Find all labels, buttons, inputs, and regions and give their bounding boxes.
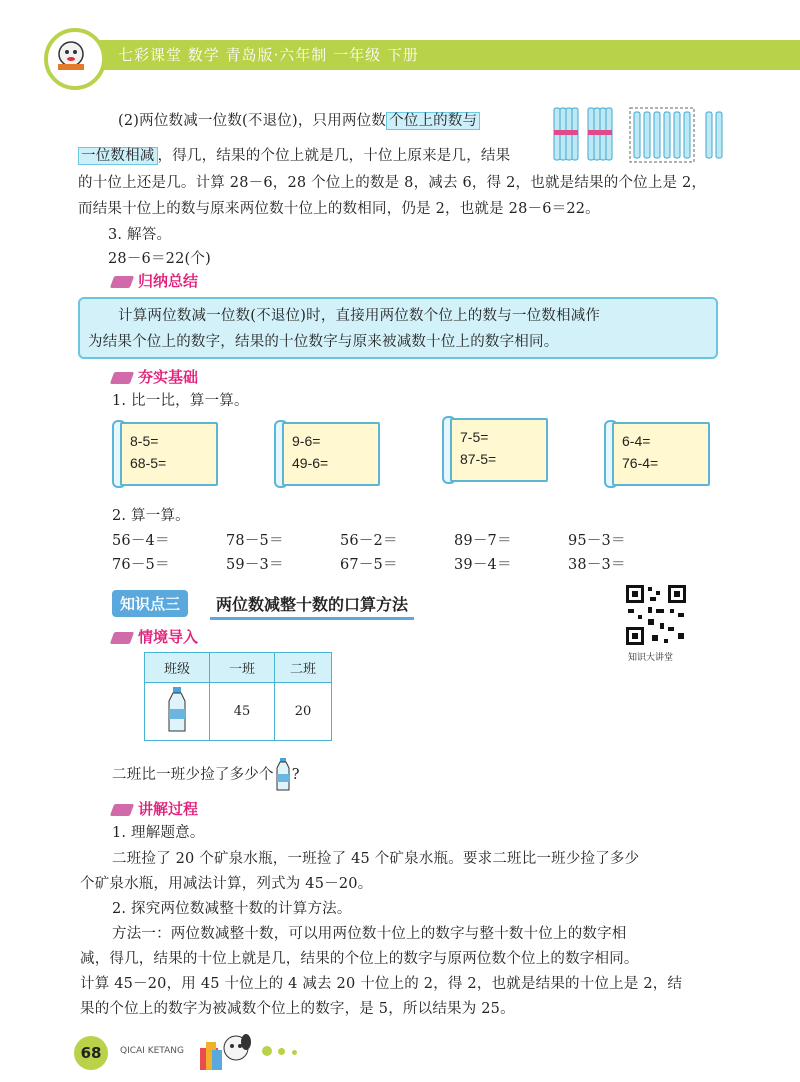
bottle-cell	[145, 683, 210, 741]
question-mark: ?	[291, 767, 300, 783]
summary-box	[78, 297, 718, 359]
qr-code-icon[interactable]	[624, 583, 688, 647]
scroll-body	[120, 422, 218, 486]
card-expr: 9-6=	[292, 433, 321, 449]
method-line-4: 果的个位上的数字为被减数个位上的数字，是 5，所以结果为 25。	[80, 1001, 515, 1017]
explain-heading	[112, 798, 198, 819]
counting-sticks-illustration	[550, 104, 730, 164]
intro-line-3: 的十位上还是几。计算 28－6，28 个位上的数是 8，减去 6，得 2，也就是结果的个位上是 2，	[78, 175, 707, 191]
summary-heading-text: 归纳总结	[138, 272, 199, 290]
book-icon	[110, 804, 134, 816]
book-icon	[110, 372, 134, 384]
book-icon	[110, 276, 134, 288]
knowledge-badge: 知识点三	[112, 590, 188, 617]
practice-heading	[112, 366, 198, 387]
calc-row-1	[112, 528, 682, 554]
table-header: 二班	[275, 653, 332, 683]
calc-item: 67－5＝	[340, 557, 398, 573]
summary-text-2: 为结果个位上的数字，结果的十位数字与原来被减数十位上的数字相同。	[88, 334, 559, 350]
scenario-table	[144, 652, 332, 741]
calc-item: 39－4＝	[454, 557, 512, 573]
scenario-heading	[112, 626, 198, 647]
mascot-icon	[196, 1028, 256, 1072]
table-cell-class2: 20	[275, 683, 332, 741]
bottle-icon	[274, 758, 292, 792]
intro-line-2	[78, 143, 510, 169]
table-cell-class1: 45	[210, 683, 275, 741]
scenario-heading-text: 情境导入	[138, 628, 199, 646]
calc-row-2	[112, 552, 682, 578]
method-line-2: 减，得几，结果的十位上就是几，结果的个位上的数字与原两位数个位上的数字相同。	[80, 951, 639, 967]
card-expr: 68-5=	[130, 455, 167, 471]
explain-para-1a: 二班捡了 20 个矿泉水瓶，一班捡了 45 个矿泉水瓶。要求二班比一班少捡了多少	[112, 851, 640, 867]
highlight-text: 个位上的数与	[386, 112, 480, 130]
intro-line-1	[118, 108, 480, 134]
page-number: 68	[74, 1036, 108, 1070]
intro-line-4: 而结果十位上的数与原来两位数十位上的数相同，仍是 2，也就是 28－6＝22。	[78, 201, 600, 217]
intro-line-6: 28－6＝22(个)	[108, 251, 211, 267]
calc-item: 89－7＝	[454, 533, 512, 549]
calc-item: 38－3＝	[568, 557, 626, 573]
card-expr: 87-5=	[460, 451, 497, 467]
intro-text: ，得几，结果的个位上就是几，十位上原来是几，结果	[157, 148, 511, 164]
knowledge-title: 两位数减整十数的口算方法	[210, 590, 414, 620]
explain-step-1: 1. 理解题意。	[112, 825, 205, 841]
method-line-1: 方法一：两位数减整十数，可以用两位数十位上的数字与整十数十位上的数字相	[112, 926, 627, 942]
summary-heading	[112, 270, 198, 291]
card-expr: 6-4=	[622, 433, 651, 449]
calc-item: 78－5＝	[226, 533, 284, 549]
intro-text: (2)两位数减一位数(不退位)，只用两位数	[118, 113, 387, 129]
practice-q2: 2. 算一算。	[112, 508, 190, 524]
practice-q1: 1. 比一比，算一算。	[112, 393, 249, 409]
card-expr: 76-4=	[622, 455, 659, 471]
table-header: 班级	[145, 653, 210, 683]
summary-text-1: 计算两位数减一位数(不退位)时，直接用两位数个位上的数与一位数相减作	[118, 308, 601, 324]
explain-heading-text: 讲解过程	[138, 800, 199, 818]
header-title: 七彩课堂 数学 青岛版·六年制 一年级 下册	[118, 46, 419, 64]
explain-step-2: 2. 探究两位数减整十数的计算方法。	[112, 901, 352, 917]
decor-dot	[292, 1050, 297, 1055]
question-text: 二班比一班少捡了多少个	[112, 767, 274, 783]
practice-heading-text: 夯实基础	[138, 368, 199, 386]
scenario-question	[112, 758, 300, 792]
table-header: 一班	[210, 653, 275, 683]
highlight-text: 一位数相减	[78, 147, 158, 165]
logo-icon	[44, 28, 106, 90]
card-expr: 8-5=	[130, 433, 159, 449]
decor-dot	[262, 1046, 272, 1056]
card-expr: 7-5=	[460, 429, 489, 445]
scroll-body	[612, 422, 710, 486]
calc-item: 56－4＝	[112, 533, 170, 549]
footer-brand: QICAI KETANG	[120, 1046, 184, 1056]
bottle-icon	[165, 687, 189, 733]
method-line-3: 计算 45－20，用 45 十位上的 4 减去 20 十位上的 2，得 2，也就是结果的十位上是 2，结	[80, 976, 683, 992]
decor-dot	[278, 1048, 285, 1055]
scroll-body	[450, 418, 548, 482]
book-icon	[110, 632, 134, 644]
scroll-body	[282, 422, 380, 486]
qr-caption: 知识大讲堂	[628, 653, 674, 663]
calc-item: 95－3＝	[568, 533, 626, 549]
explain-para-1b: 个矿泉水瓶，用减法计算，列式为 45－20。	[80, 876, 373, 892]
calc-item: 76－5＝	[112, 557, 170, 573]
calc-item: 56－2＝	[340, 533, 398, 549]
intro-line-5: 3. 解答。	[108, 227, 172, 243]
calc-item: 59－3＝	[226, 557, 284, 573]
card-expr: 49-6=	[292, 455, 329, 471]
